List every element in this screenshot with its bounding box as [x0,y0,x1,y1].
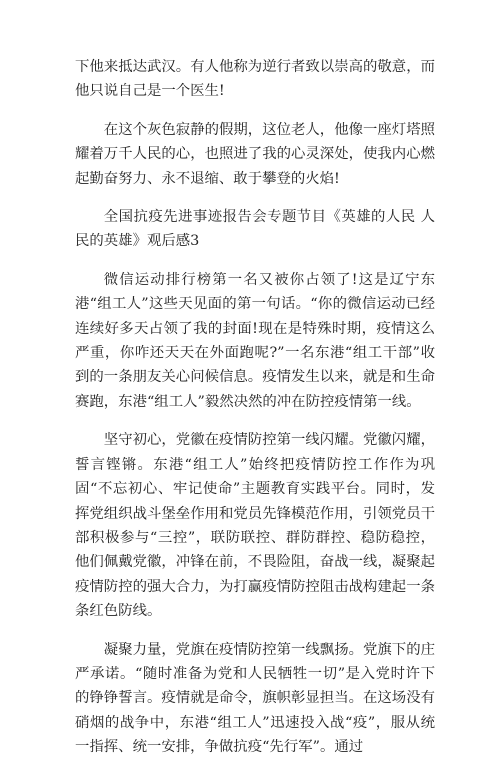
section-title: 全国抗疫先进事迹报告会专题节目《英雄的人民 人民的英雄》观后感3 [75,209,435,250]
document-page [75,55,435,774]
paragraph-lighthouse: 在这个灰色寂静的假期，这位老人，他像一座灯塔照耀着万千人民的心，也照进了我的心灵深处，使我内心燃起勤奋努力、永不退缩、敢于攀登的火焰! [75,121,435,187]
paragraph-party-flag: 凝聚力量，党旗在疫情防控第一线飘扬。党旗下的庄严承诺。“随时准备为党和人民牺牲一切”是入党时许下的铮铮誓言。疫情就是命令，旗帜彰显担当。在这场没有硝烟的战争中，东港“组工人”迅速投入战“疫”，服从统一指挥、统一安排，争做抗疫“先行军”。通过 [75,641,435,756]
paragraph-wechat: 微信运动排行榜第一名又被你占领了!这是辽宁东港“组工人”这些天见面的第一句话。“你的微信运动已经连续好多天占领了我的封面!现在是特殊时期，疫情这么严重，你咋还天天在外面跑呢?”一名东港“组工干部”收到的一条朋友关心问候信息。疫情发生以来，就是和生命赛跑，东港“组工人”毅然决然的冲在防控疫情第一线。 [75,271,435,410]
paragraph-continued: 下他来抵达武汉。有人他称为逆行者致以崇高的敬意，而他只说自己是一个医生! [75,59,435,100]
paragraph-party-badge: 坚守初心，党徽在疫情防控第一线闪耀。党徽闪耀，誓言铿锵。东港“组工人”始终把疫情防控工作作为巩固“不忘初心、牢记使命”主题教育实践平台。同时，发挥党组织战斗堡垒作用和党员先锋模范作用，引领党员干部积极参与“三控”，联防联控、群防群控、稳防稳控，他们佩戴党徽，冲锋在前，不畏险阻，奋战一线，凝聚起疫情防控的强大合力，为打赢疫情防控阻击战构建起一条条红色防线。 [75,432,435,620]
